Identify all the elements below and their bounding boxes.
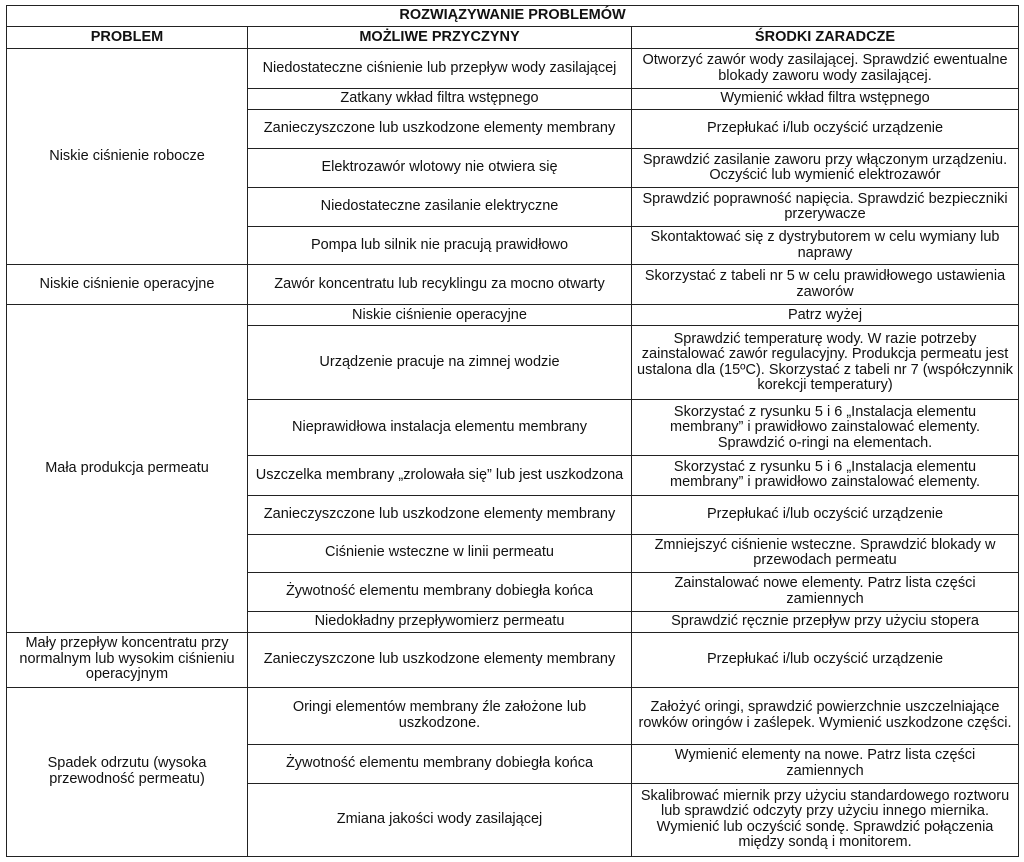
cause-cell: Niedokładny przepływomierz permeatu	[248, 611, 632, 632]
cause-cell: Niedostateczne zasilanie elektryczne	[248, 188, 632, 227]
remedy-cell: Skorzystać z tabeli nr 5 w celu prawidłowego ustawienia zaworów	[632, 265, 1019, 305]
problem-cell: Niskie ciśnienie operacyjne	[7, 265, 248, 305]
remedy-cell: Wymienić elementy na nowe. Patrz lista części zamiennych	[632, 744, 1019, 783]
remedy-cell: Przepłukać i/lub oczyścić urządzenie	[632, 110, 1019, 149]
cause-cell: Zawór koncentratu lub recyklingu za mocno otwarty	[248, 265, 632, 305]
header-problem: PROBLEM	[7, 27, 248, 49]
remedy-cell: Wymienić wkład filtra wstępnego	[632, 89, 1019, 110]
cause-cell: Żywotność elementu membrany dobiegła końca	[248, 744, 632, 783]
cause-cell: Oringi elementów membrany źle założone lub uszkodzone.	[248, 687, 632, 744]
remedy-cell: Skorzystać z rysunku 5 i 6 „Instalacja elementu membrany” i prawidłowo zainstalować elementy. Sprawdzić o-ringi na elementach.	[632, 400, 1019, 456]
table-row	[7, 305, 1019, 326]
remedy-cell: Sprawdzić zasilanie zaworu przy włączonym urządzeniu. Oczyścić lub wymienić elektrozawór	[632, 149, 1019, 188]
remedy-cell: Zainstalować nowe elementy. Patrz lista części zamiennych	[632, 572, 1019, 611]
remedy-cell: Patrz wyżej	[632, 305, 1019, 326]
cause-cell: Urządzenie pracuje na zimnej wodzie	[248, 326, 632, 400]
table-body	[7, 49, 1019, 857]
table-row	[7, 632, 1019, 687]
header-remedies: ŚRODKI ZARADCZE	[632, 27, 1019, 49]
remedy-cell: Przepłukać i/lub oczyścić urządzenie	[632, 632, 1019, 687]
table-title: ROZWIĄZYWANIE PROBLEMÓW	[7, 6, 1019, 27]
problem-cell: Niskie ciśnienie robocze	[7, 49, 248, 265]
cause-cell: Niedostateczne ciśnienie lub przepływ wody zasilającej	[248, 49, 632, 89]
table-row	[7, 265, 1019, 305]
cause-cell: Zanieczyszczone lub uszkodzone elementy membrany	[248, 632, 632, 687]
cause-cell: Żywotność elementu membrany dobiegła końca	[248, 572, 632, 611]
remedy-cell: Sprawdzić poprawność napięcia. Sprawdzić bezpieczniki przerywacze	[632, 188, 1019, 227]
troubleshooting-table	[6, 5, 1019, 857]
remedy-cell: Założyć oringi, sprawdzić powierzchnie uszczelniające rowków oringów i zaślepek. Wymienić uszkodzone części.	[632, 687, 1019, 744]
problem-cell: Mały przepływ koncentratu przy normalnym lub wysokim ciśnieniu operacyjnym	[7, 632, 248, 687]
cause-cell: Elektrozawór wlotowy nie otwiera się	[248, 149, 632, 188]
problem-cell: Mała produkcja permeatu	[7, 305, 248, 632]
table-row	[7, 49, 1019, 89]
remedy-cell: Sprawdzić ręcznie przepływ przy użyciu stopera	[632, 611, 1019, 632]
cause-cell: Zanieczyszczone lub uszkodzone elementy membrany	[248, 495, 632, 534]
cause-cell: Zanieczyszczone lub uszkodzone elementy membrany	[248, 110, 632, 149]
remedy-cell: Sprawdzić temperaturę wody. W razie potrzeby zainstalować zawór regulacyjny. Produkcja permeatu jest ustalona dla (15ºC). Skorzystać z tabeli nr 7 (współczynnik korekcji temperatury)	[632, 326, 1019, 400]
cause-cell: Nieprawidłowa instalacja elementu membrany	[248, 400, 632, 456]
header-causes: MOŻLIWE PRZYCZYNY	[248, 27, 632, 49]
cause-cell: Zmiana jakości wody zasilającej	[248, 783, 632, 856]
cause-cell: Ciśnienie wsteczne w linii permeatu	[248, 534, 632, 572]
remedy-cell: Otworzyć zawór wody zasilającej. Sprawdzić ewentualne blokady zaworu wody zasilającej.	[632, 49, 1019, 89]
cause-cell: Niskie ciśnienie operacyjne	[248, 305, 632, 326]
cause-cell: Pompa lub silnik nie pracują prawidłowo	[248, 227, 632, 265]
remedy-cell: Zmniejszyć ciśnienie wsteczne. Sprawdzić blokady w przewodach permeatu	[632, 534, 1019, 572]
remedy-cell: Skorzystać z rysunku 5 i 6 „Instalacja elementu membrany” i prawidłowo zainstalować elementy.	[632, 456, 1019, 495]
remedy-cell: Skontaktować się z dystrybutorem w celu wymiany lub naprawy	[632, 227, 1019, 265]
problem-cell: Spadek odrzutu (wysoka przewodność permeatu)	[7, 687, 248, 856]
remedy-cell: Przepłukać i/lub oczyścić urządzenie	[632, 495, 1019, 534]
cause-cell: Uszczelka membrany „zrolowała się” lub jest uszkodzona	[248, 456, 632, 495]
remedy-cell: Skalibrować miernik przy użyciu standardowego roztworu lub sprawdzić odczyty przy użyciu innego miernika. Wymienić lub oczyścić sondę. Sprawdzić połączenia między sondą i monitorem.	[632, 783, 1019, 856]
table-row	[7, 687, 1019, 744]
cause-cell: Zatkany wkład filtra wstępnego	[248, 89, 632, 110]
